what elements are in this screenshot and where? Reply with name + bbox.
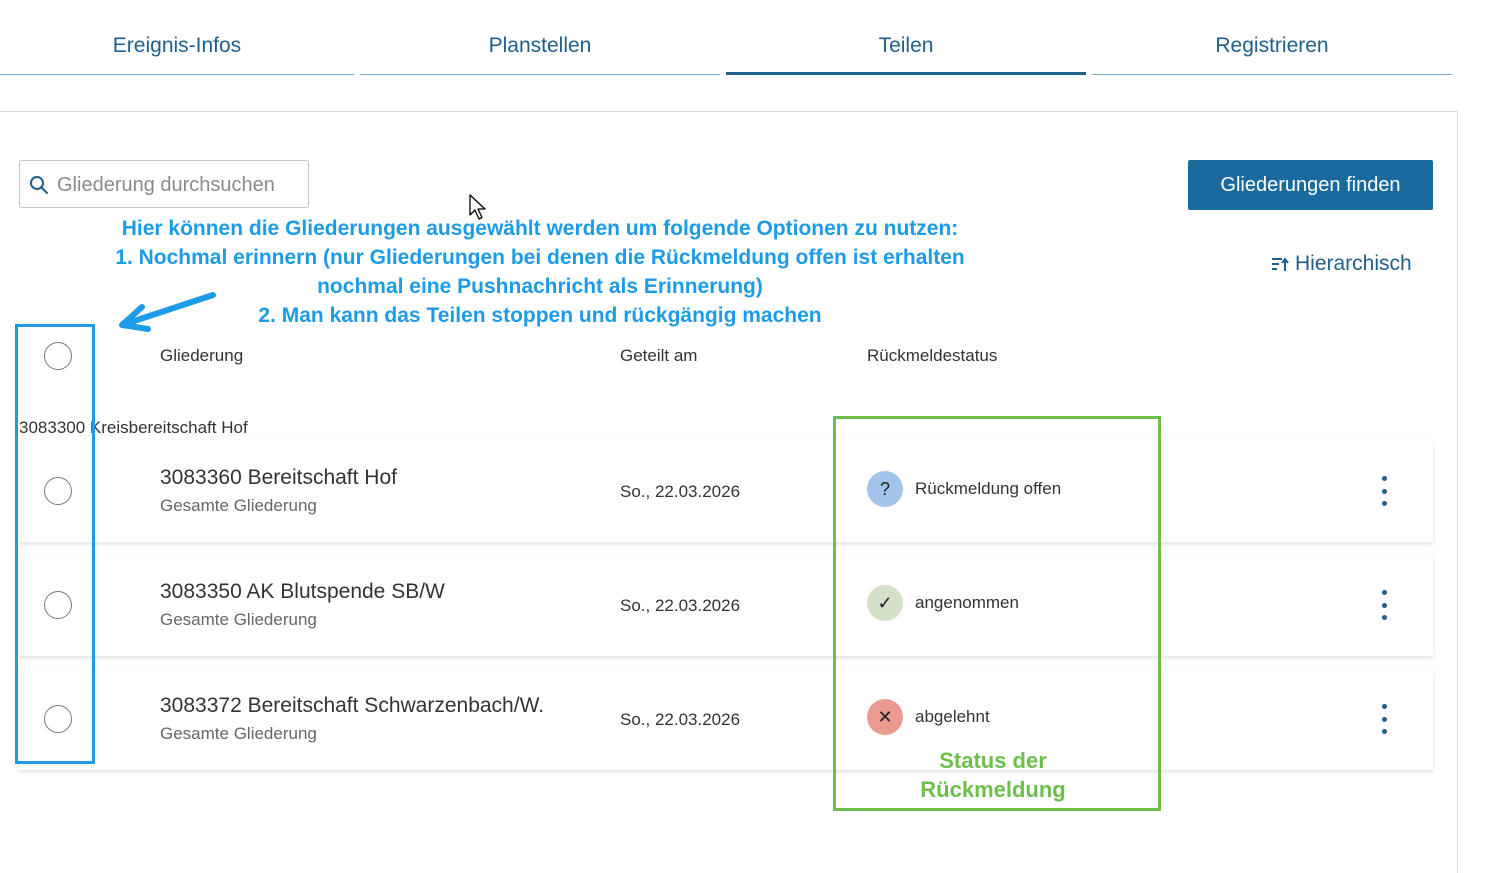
row-status-label: abgelehnt xyxy=(915,707,990,726)
row-more-menu-icon[interactable] xyxy=(1373,704,1395,734)
row-subtitle: Gesamte Gliederung xyxy=(160,724,317,743)
annotation-line-1: Hier können die Gliederungen ausgewählt werden um folgende Optionen zu nutzen: xyxy=(121,217,959,240)
row-date: So., 22.03.2026 xyxy=(620,482,741,501)
status-annotation-line-1: Status der xyxy=(939,748,1047,773)
table-row xyxy=(19,668,1433,770)
row-status-label: angenommen xyxy=(915,593,1019,612)
row-subtitle: Gesamte Gliederung xyxy=(160,496,317,515)
status-annotation xyxy=(833,746,1153,804)
close-x-icon: ✕ xyxy=(867,699,903,735)
column-header-rueckmeldestatus[interactable]: Rückmeldestatus xyxy=(867,346,998,365)
row-more-menu-icon[interactable] xyxy=(1373,590,1395,620)
find-gliederungen-button[interactable]: Gliederungen finden xyxy=(1188,160,1433,210)
annotation-line-2: 1. Nochmal erinnern (nur Gliederungen bei denen die Rückmeldung offen ist erhalten xyxy=(115,246,965,269)
tab-teilen[interactable]: Teilen xyxy=(726,0,1086,75)
sort-icon xyxy=(1271,256,1289,272)
selection-highlight-box xyxy=(15,324,95,764)
row-status-label: Rückmeldung offen xyxy=(915,479,1062,498)
row-more-menu-icon[interactable] xyxy=(1373,476,1395,506)
panel-top-border xyxy=(0,111,1458,112)
status-annotation-line-2: Rückmeldung xyxy=(920,777,1066,802)
row-date: So., 22.03.2026 xyxy=(620,596,741,615)
checkmark-icon: ✓ xyxy=(867,585,903,621)
column-header-gliederung[interactable]: Gliederung xyxy=(160,346,244,365)
panel-right-border xyxy=(1457,111,1458,873)
search-input[interactable] xyxy=(55,169,304,201)
row-subtitle: Gesamte Gliederung xyxy=(160,610,317,629)
table-row xyxy=(19,554,1433,656)
table-row xyxy=(19,440,1433,542)
annotation-line-3: nochmal eine Pushnachricht als Erinnerung) xyxy=(317,275,763,298)
tab-registrieren[interactable]: Registrieren xyxy=(1092,0,1452,75)
hierarchical-sort-toggle[interactable] xyxy=(1271,252,1412,276)
tab-planstellen[interactable]: Planstellen xyxy=(360,0,720,75)
row-name: 3083360 Bereitschaft Hof xyxy=(160,466,397,489)
group-label: 3083300 Kreisbereitschaft Hof xyxy=(19,418,248,437)
annotation-line-4: 2. Man kann das Teilen stoppen und rückgängig machen xyxy=(258,304,822,327)
question-mark-icon: ? xyxy=(867,471,903,507)
tab-ereignis-infos[interactable]: Ereignis-Infos xyxy=(0,0,354,75)
search-box xyxy=(19,160,309,208)
row-name: 3083372 Bereitschaft Schwarzenbach/W. xyxy=(160,694,545,717)
annotation-arrow-icon xyxy=(110,285,220,335)
mouse-cursor-icon xyxy=(468,193,490,223)
row-date: So., 22.03.2026 xyxy=(620,710,741,729)
search-icon xyxy=(29,175,49,195)
row-name: 3083350 AK Blutspende SB/W xyxy=(160,580,445,603)
column-header-geteilt-am[interactable]: Geteilt am xyxy=(620,346,698,365)
hierarchical-label: Hierarchisch xyxy=(1295,252,1412,275)
